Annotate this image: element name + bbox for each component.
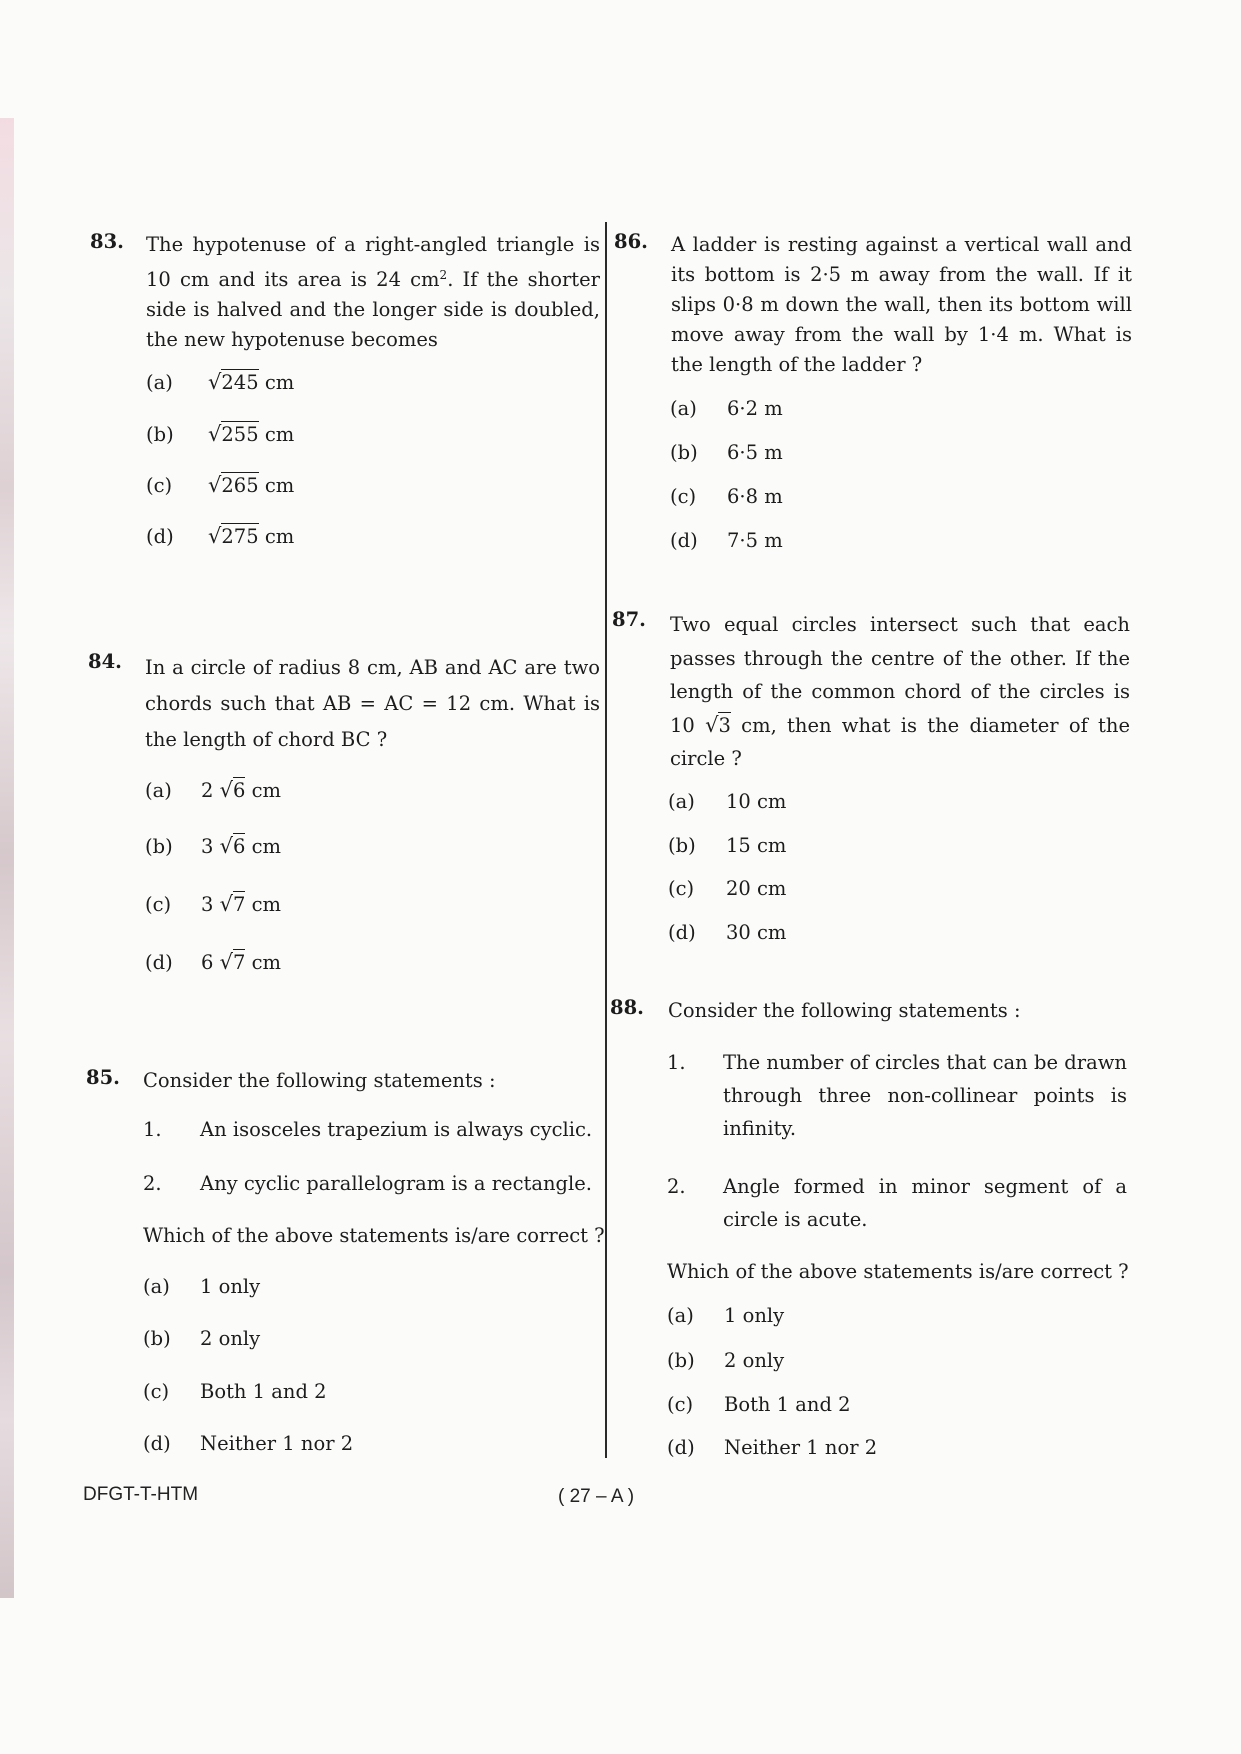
question-text: Two equal circles intersect such that each passes through the centre of the other. If the length of the common chord of the circles is 10 √3 cm, then what is the diameter of the circle ? xyxy=(670,613,1130,770)
option-88-b[interactable]: (b) 2 only xyxy=(667,1349,785,1372)
option-85-b[interactable]: (b) 2 only xyxy=(143,1327,261,1350)
question-intro: Consider the following statements : xyxy=(668,999,1021,1022)
option-86-d[interactable]: (d) 7·5 m xyxy=(670,529,783,552)
option-84-a[interactable]: (a) 2 √6 cm xyxy=(145,778,282,802)
question-number: 87. xyxy=(612,608,646,631)
option-87-c[interactable]: (c) 20 cm xyxy=(668,877,787,900)
sqrt-expression: √245 xyxy=(208,370,259,394)
sqrt-expression: √6 xyxy=(219,778,246,802)
option-84-b[interactable]: (b) 3 √6 cm xyxy=(145,834,282,858)
option-84-c[interactable]: (c) 3 √7 cm xyxy=(145,892,282,916)
option-86-a[interactable]: (a) 6·2 m xyxy=(670,397,783,420)
question-text: A ladder is resting against a vertical wall and its bottom is 2·5 m away from the wall. If it slips 0·8 m down the wall, then its bottom will move away from the wall by 1·4 m. What is the length of the ladder ? xyxy=(671,233,1132,376)
sqrt-expression: √6 xyxy=(219,834,246,858)
option-85-a[interactable]: (a) 1 only xyxy=(143,1275,261,1298)
option-83-b[interactable]: (b) √255 cm xyxy=(146,422,295,446)
option-86-c[interactable]: (c) 6·8 m xyxy=(670,485,783,508)
column-divider xyxy=(605,222,607,1458)
question-number: 86. xyxy=(614,230,648,253)
option-88-c[interactable]: (c) Both 1 and 2 xyxy=(667,1393,851,1416)
question-88-prompt: Which of the above statements is/are correct ? xyxy=(667,1260,1129,1283)
question-number: 83. xyxy=(90,230,124,253)
question-number: 84. xyxy=(88,650,122,673)
sqrt-expression: √3 xyxy=(705,712,731,737)
option-86-b[interactable]: (b) 6·5 m xyxy=(670,441,783,464)
sqrt-expression: √255 xyxy=(208,422,259,446)
question-number: 88. xyxy=(610,996,644,1019)
option-83-d[interactable]: (d) √275 cm xyxy=(146,524,295,548)
option-85-d[interactable]: (d) Neither 1 nor 2 xyxy=(143,1432,354,1455)
option-84-d[interactable]: (d) 6 √7 cm xyxy=(145,950,282,974)
option-87-a[interactable]: (a) 10 cm xyxy=(668,790,787,813)
question-85-prompt: Which of the above statements is/are correct ? xyxy=(143,1224,605,1247)
footer-page-number: ( 27 – A ) xyxy=(558,1486,635,1507)
option-88-a[interactable]: (a) 1 only xyxy=(667,1304,785,1327)
option-83-a[interactable]: (a) √245 cm xyxy=(146,370,295,394)
scan-edge-strip xyxy=(0,118,14,1598)
option-87-b[interactable]: (b) 15 cm xyxy=(668,834,787,857)
option-87-d[interactable]: (d) 30 cm xyxy=(668,921,787,944)
question-text: In a circle of radius 8 cm, AB and AC are two chords such that AB = AC = 12 cm. What is the length of chord BC ? xyxy=(145,656,600,751)
option-85-c[interactable]: (c) Both 1 and 2 xyxy=(143,1380,327,1403)
sqrt-expression: √265 xyxy=(208,473,259,497)
sqrt-expression: √7 xyxy=(219,950,246,974)
footer-code: DFGT-T-HTM xyxy=(83,1484,199,1505)
sqrt-expression: √7 xyxy=(219,892,246,916)
option-83-c[interactable]: (c) √265 cm xyxy=(146,473,295,497)
question-intro: Consider the following statements : xyxy=(143,1069,496,1092)
option-88-d[interactable]: (d) Neither 1 nor 2 xyxy=(667,1436,878,1459)
sqrt-expression: √275 xyxy=(208,524,259,548)
question-number: 85. xyxy=(86,1066,120,1089)
question-text: The hypotenuse of a right-angled triangle is 10 cm and its area is 24 $cm^2$. If the shorter side is halved and the longer side is doubled, the new hypotenuse becomes xyxy=(146,233,600,351)
